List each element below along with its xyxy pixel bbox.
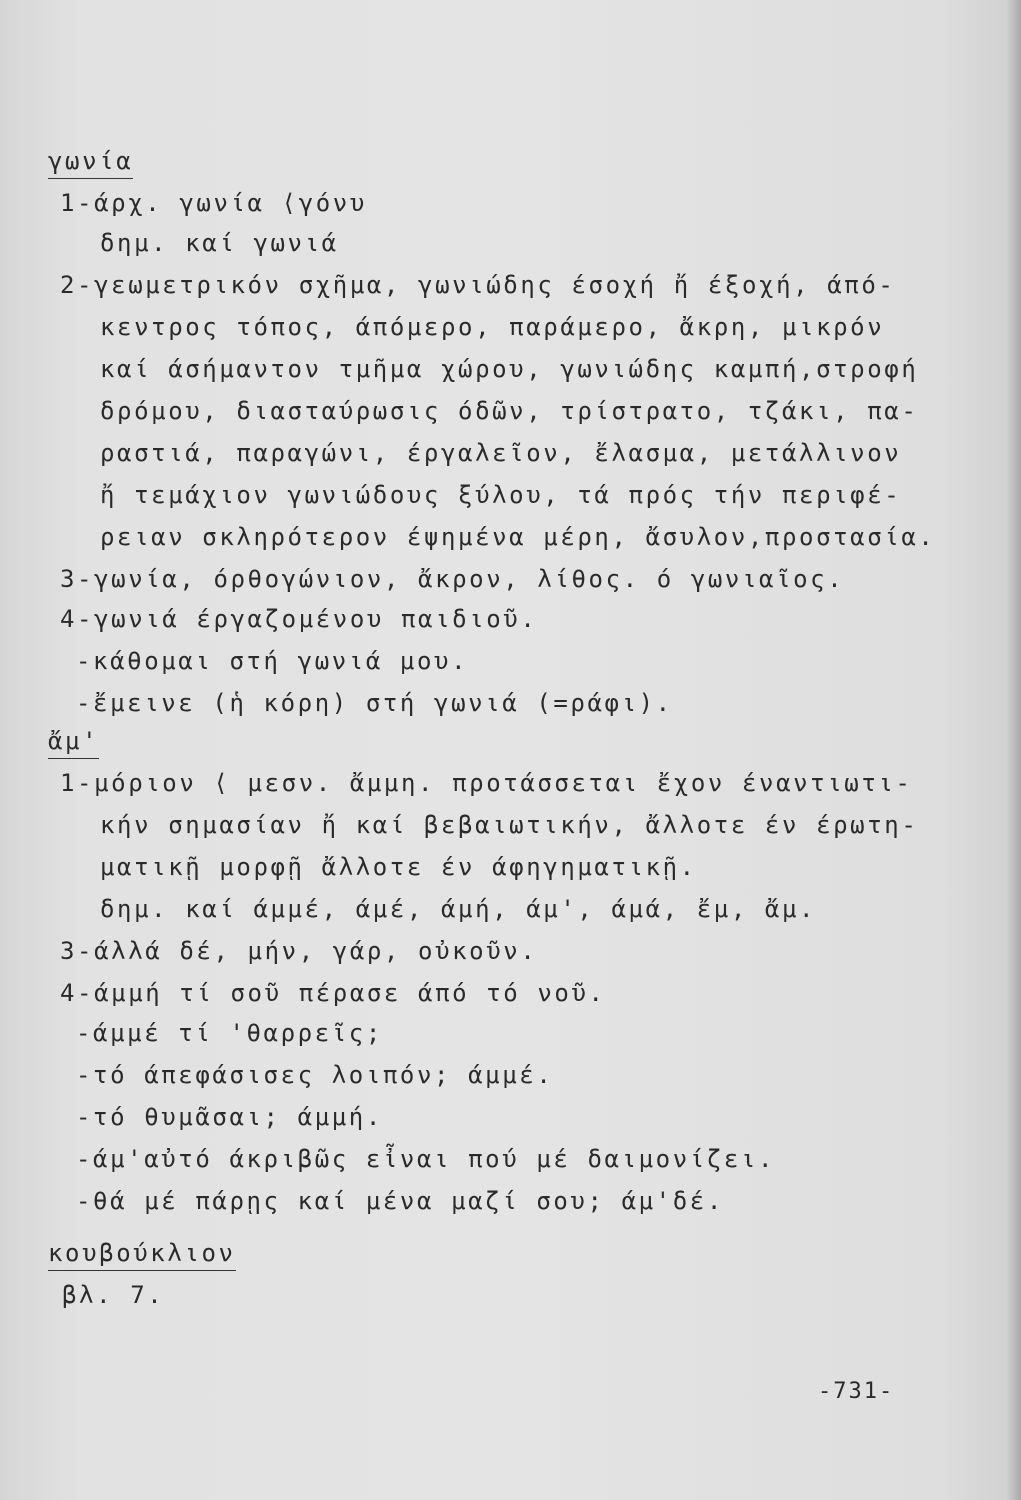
entry-line: ἤ τεμάχιον γωνιώδους ξύλου, τά πρός τήν περιφέ- [100, 481, 902, 509]
entry-line: 4-γωνιά έργαζομένου παιδιοῦ. [60, 605, 538, 633]
entry-line: ματικῇ μορφῇ ἄλλοτε έν άφηγηματικῇ. [100, 853, 697, 881]
entry-line: 3-άλλά δέ, μήν, γάρ, οὐκοῦν. [60, 937, 538, 965]
page-number: -731- [818, 1379, 895, 1404]
entry-line: -ἔμεινε (ἡ κόρη) στή γωνιά (=ράφι). [76, 689, 673, 717]
entry-line: -τό θυμᾶσαι; άμμή. [76, 1103, 383, 1131]
entry-line: 1-άρχ. γωνία ⟨γόνυ [60, 189, 367, 217]
entry-line: κήν σημασίαν ἤ καί βεβαιωτικήν, ἄλλοτε έν έρωτη- [100, 811, 919, 839]
entry-line: καί άσήμαντον τμῆμα χώρου, γωνιώδης καμπή,στροφή [100, 355, 919, 383]
headword-gonia: γωνία [48, 146, 133, 179]
entry-line: δρόμου, διασταύρωσις όδῶν, τρίστρατο, τζάκι, πα- [100, 397, 919, 425]
entry-line: -κάθομαι στή γωνιά μου. [76, 647, 469, 675]
entry-line: -θά μέ πάρῃς καί μένα μαζί σου; άμ'δέ. [76, 1187, 724, 1215]
headword-kouvouklion: κουβούκλιον [48, 1238, 236, 1271]
page-edge-shadow [1007, 0, 1021, 1500]
entry-line: 4-άμμή τί σοῦ πέρασε άπό τό νοῦ. [60, 979, 606, 1007]
entry-line: δημ. καί γωνιά [100, 229, 339, 257]
entry-line: -άμμέ τί 'θαρρεῖς; [76, 1019, 383, 1047]
entry-line: κεντρος τόπος, άπόμερο, παράμερο, ἄκρη, μικρόν [100, 313, 885, 341]
entry-line: ραστιά, παραγώνι, έργαλεῖον, ἔλασμα, μετάλλινον [100, 439, 902, 467]
entry-line: 1-μόριον ⟨ μεσν. ἄμμη. προτάσσεται ἔχον έναντιωτι- [60, 769, 913, 797]
entry-line: -άμ'αὐτό άκριβῶς εἶναι πού μέ δαιμονίζει. [76, 1145, 776, 1173]
entry-line: -τό άπεφάσισες λοιπόν; άμμέ. [76, 1061, 554, 1089]
entry-line: 3-γωνία, όρθογώνιον, ἄκρον, λίθος. ό γωνιαῖος. [60, 565, 845, 593]
entry-line: ρειαν σκληρότερον έψημένα μέρη, ἄσυλον,προστασία. [100, 523, 936, 551]
entry-line: βλ. 7. [62, 1281, 165, 1309]
headword-am: ἄμ' [48, 726, 99, 759]
entry-line: δημ. καί άμμέ, άμέ, άμή, άμ', άμά, ἔμ, ἄμ. [100, 895, 817, 923]
entry-line: 2-γεωμετρικόν σχῆμα, γωνιώδης έσοχή ἤ έξοχή, άπό- [60, 271, 896, 299]
